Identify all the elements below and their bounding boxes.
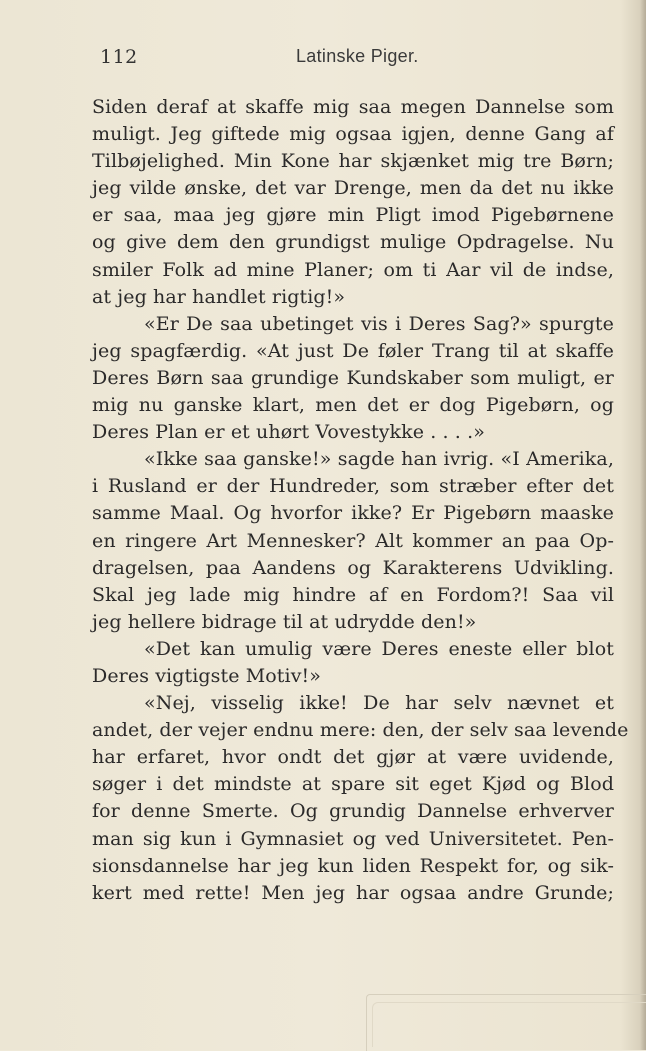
text-line: «Ikke saa ganske!» sagde han ivrig. «I Amerika, [144,448,614,471]
text-line: Siden deraf at skaffe mig saa megen Dannelse som [92,96,614,118]
text-line: samme Maal. Og hvorfor ikke? Er Pigebørn maaske [92,502,614,525]
text-line: jeg hellere bidrage til at udrydde den!» [92,610,477,633]
text-line: og give dem den grundigst mulige Opdragelse. Nu [92,231,614,254]
page-edge-shadow [640,0,646,1050]
text-line: Deres vigtigste Motiv!» [92,664,322,687]
text-line: Tilbøjelighed. Min Kone har skjænket mig tre Børn; [92,150,614,173]
text-line: «Nej, visselig ikke! De har selv nævnet et [144,692,614,715]
text-line: Skal jeg lade mig hindre af en Fordom?! Saa vil [92,583,614,606]
running-title: Latinske Piger. [296,46,419,66]
text-line: for denne Smerte. Og grundig Dannelse erhverver [92,800,614,823]
text-line: kert med rette! Men jeg har ogsaa andre Grunde; [92,881,614,904]
text-line: andet, der vejer endnu mere: den, der selv saa levende [92,719,629,742]
body-text [92,94,629,907]
text-line: er saa, maa jeg gjøre min Pligt imod Pigebørnene [92,204,614,227]
page-number: 112 [100,46,138,68]
text-line: dragelsen, paa Aandens og Karakterens Udvikling. [92,556,614,579]
text-line: at jeg har handlet rigtig!» [92,285,346,308]
text-line: en ringere Art Mennesker? Alt kommer an paa Op- [92,529,614,552]
text-line: man sig kun i Gymnasiet og ved Universitetet. Pen- [92,827,614,850]
text-line: søger i det mindste at spare sit eget Kjød og Blod [92,773,614,796]
text-line: har erfaret, hvor ondt det gjør at være uvidende, [92,746,614,769]
text-line: sionsdannelse har jeg kun liden Respekt for, og sik- [92,854,614,877]
text-line: «Det kan umulig være Deres eneste eller blot [144,637,614,660]
text-line: jeg vilde ønske, det var Drenge, men da det nu ikke [92,177,614,200]
text-line: smiler Folk ad mine Planer; om ti Aar vil de indse, [92,258,614,281]
text-line: mig nu ganske klart, men det er dog Pigebørn, og [92,394,614,417]
text-line: muligt. Jeg giftede mig ogsaa igjen, denne Gang af [92,123,614,146]
text-line: jeg spagfærdig. «At just De føler Trang til at skaffe [92,339,614,362]
text-line: Deres Børn saa grundige Kundskaber som muligt, er [92,366,614,389]
text-line: i Rusland er der Hundreder, som stræber efter det [92,475,614,498]
text-line: Deres Plan er et uhørt Vovestykke . . . .» [92,421,485,444]
text-line: «Er De saa ubetinget vis i Deres Sag?» spurgte [144,312,614,335]
page-header [100,44,560,78]
scan-frame-mark-inner [372,1002,646,1047]
